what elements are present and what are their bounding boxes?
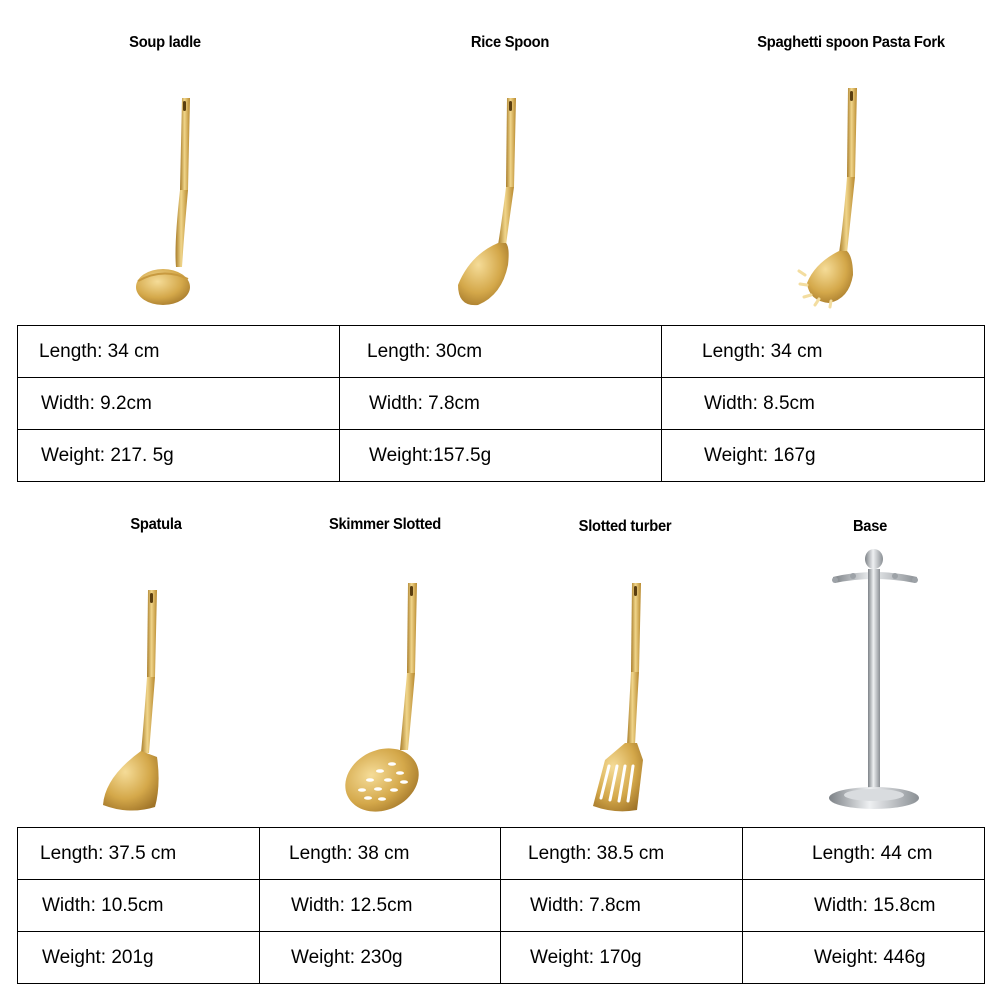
slotted-turner-weight: Weight: 170g: [501, 932, 743, 984]
table-row: [18, 430, 985, 482]
soup-ladle-weight: Weight: 217. 5g: [18, 430, 340, 482]
specs-table-top: [17, 325, 985, 482]
specs-table-bottom: [17, 827, 985, 984]
rice-spoon-image: [450, 95, 530, 310]
soup-ladle-length: Length: 34 cm: [18, 326, 340, 378]
base-stand-image: [825, 545, 925, 815]
soup-ladle-width: Width: 9.2cm: [18, 378, 340, 430]
table-row: [18, 378, 985, 430]
base-weight: Weight: 446g: [743, 932, 985, 984]
slotted-turner-image: [585, 580, 665, 815]
product-title-slotted-turner: Slotted turber: [578, 518, 672, 535]
table-row: [18, 828, 985, 880]
base-length: Length: 44 cm: [743, 828, 985, 880]
pasta-fork-width: Width: 8.5cm: [662, 378, 985, 430]
product-title-soup-ladle: Soup ladle: [129, 34, 201, 51]
skimmer-image: [340, 578, 440, 818]
soup-ladle-image: [130, 95, 210, 310]
pasta-fork-length: Length: 34 cm: [662, 326, 985, 378]
spatula-width: Width: 10.5cm: [18, 880, 260, 932]
product-title-base: Base: [852, 518, 888, 535]
rice-spoon-width: Width: 7.8cm: [340, 378, 662, 430]
product-title-rice-spoon: Rice Spoon: [470, 34, 550, 51]
pasta-fork-weight: Weight: 167g: [662, 430, 985, 482]
skimmer-width: Width: 12.5cm: [260, 880, 501, 932]
slotted-turner-length: Length: 38.5 cm: [501, 828, 743, 880]
spatula-weight: Weight: 201g: [18, 932, 260, 984]
table-row: [18, 880, 985, 932]
spatula-length: Length: 37.5 cm: [18, 828, 260, 880]
product-title-skimmer: Skimmer Slotted: [328, 516, 442, 533]
product-title-spatula: Spatula: [130, 516, 182, 533]
rice-spoon-length: Length: 30cm: [340, 326, 662, 378]
skimmer-weight: Weight: 230g: [260, 932, 501, 984]
spatula-image: [95, 585, 175, 815]
table-row: [18, 932, 985, 984]
product-title-pasta-fork: Spaghetti spoon Pasta Fork: [757, 34, 945, 51]
table-row: [18, 326, 985, 378]
base-width: Width: 15.8cm: [743, 880, 985, 932]
rice-spoon-weight: Weight:157.5g: [340, 430, 662, 482]
pasta-fork-image: [795, 85, 875, 310]
skimmer-length: Length: 38 cm: [260, 828, 501, 880]
slotted-turner-width: Width: 7.8cm: [501, 880, 743, 932]
